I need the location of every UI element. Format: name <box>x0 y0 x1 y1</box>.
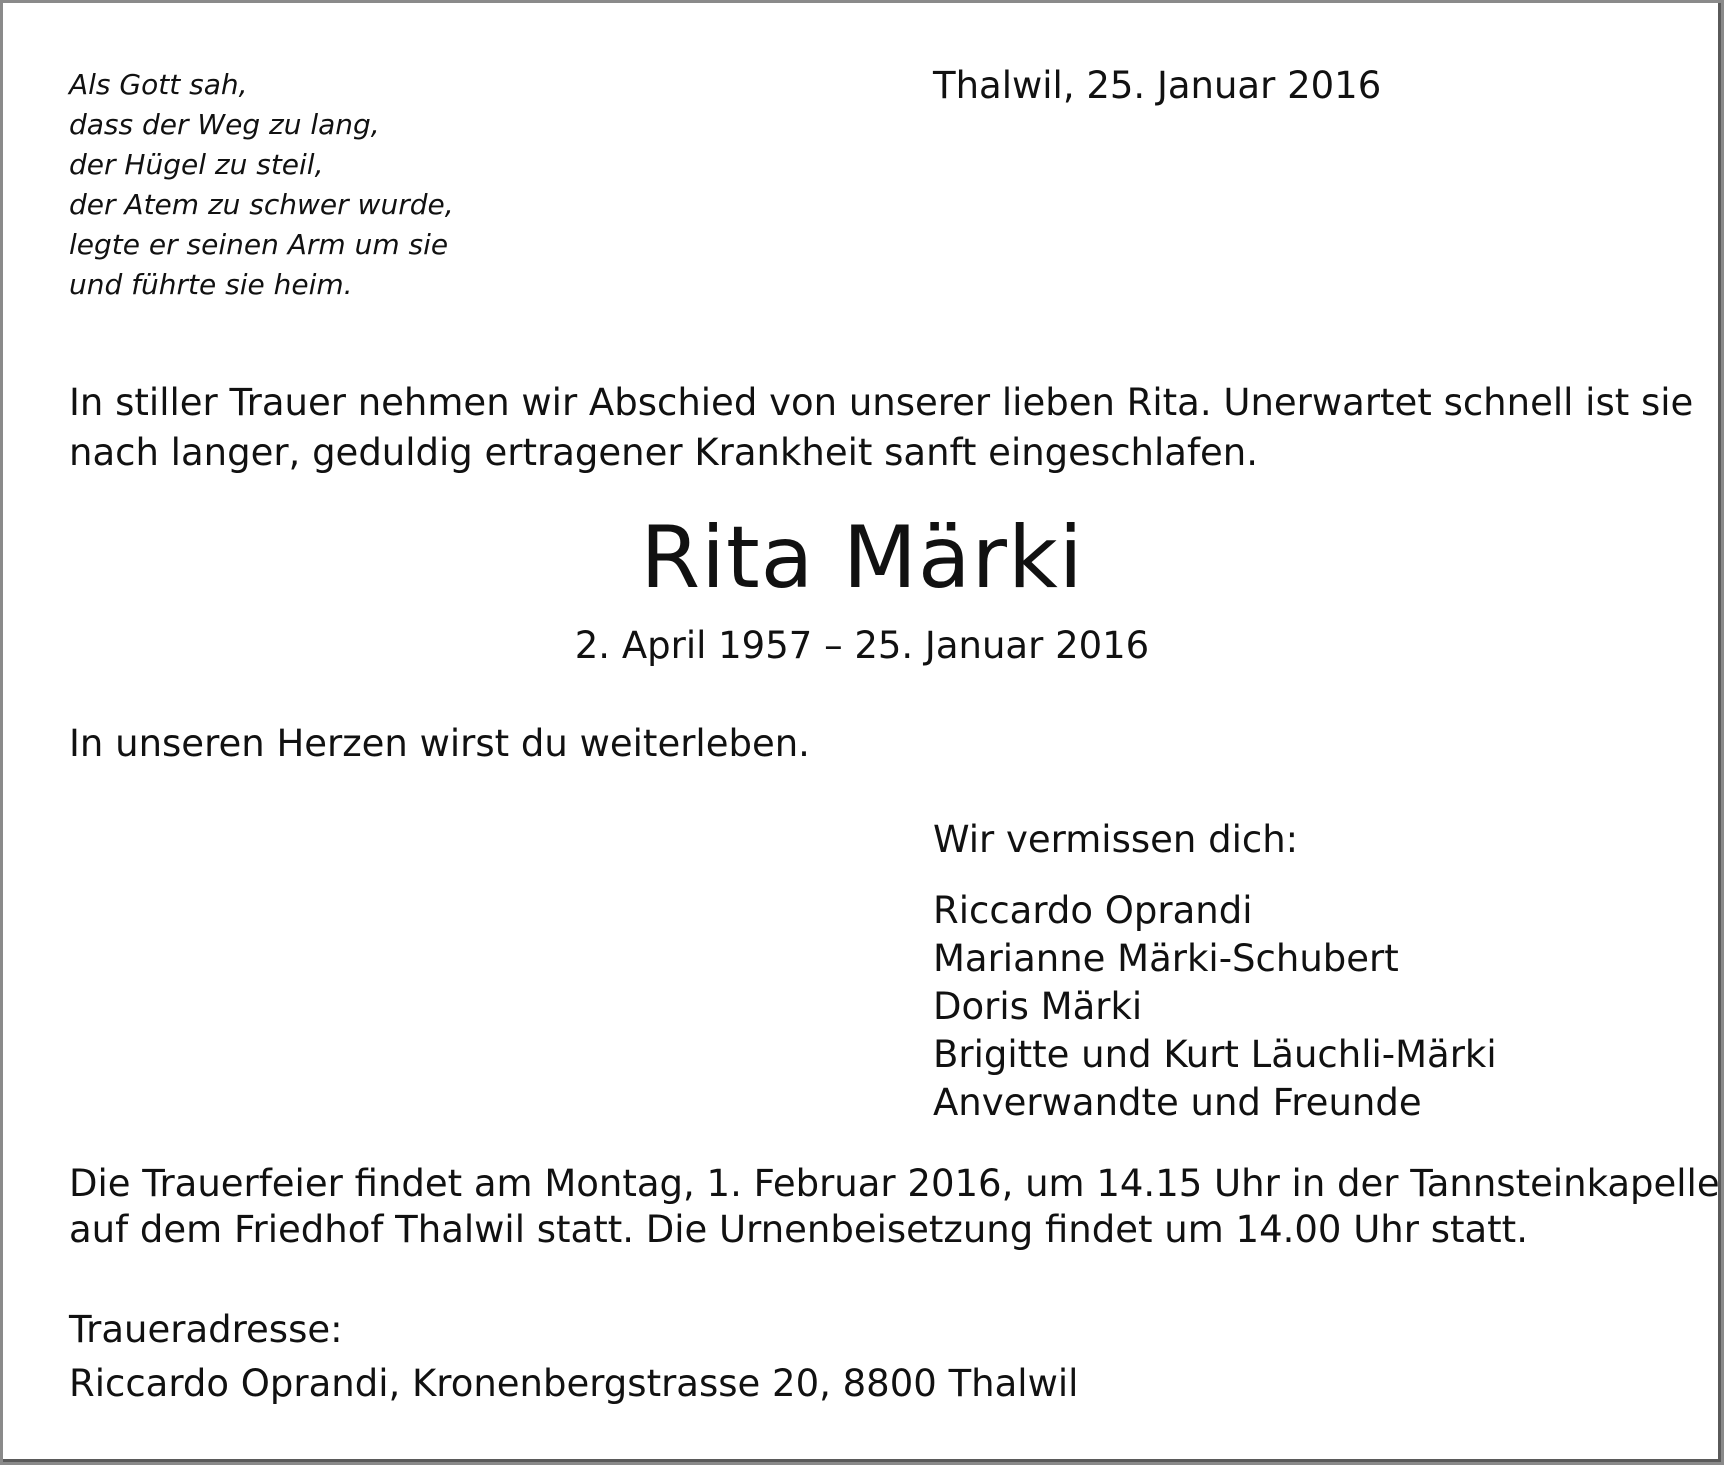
poem-line: legte er seinen Arm um sie <box>69 228 449 261</box>
life-dates: 2. April 1957 – 25. Januar 2016 <box>574 624 1150 667</box>
service-line: Die Trauerfeier findet am Montag, 1. Februar 2016, um 14.15 Uhr in der Tannsteinkapelle <box>69 1162 1720 1205</box>
poem-line: der Atem zu schwer wurde, <box>69 188 454 221</box>
mourner-name: Marianne Märki-Schubert <box>933 937 1399 980</box>
place-date: Thalwil, 25. Januar 2016 <box>933 64 1382 107</box>
service-line: auf dem Friedhof Thalwil statt. Die Urnenbeisetzung findet um 14.00 Uhr statt. <box>69 1208 1528 1251</box>
mourner-name: Anverwandte und Freunde <box>933 1081 1422 1124</box>
obituary-notice <box>3 3 1721 1462</box>
mourners-list <box>933 887 1497 1127</box>
deceased-name: Rita Märki <box>640 508 1084 608</box>
mourner-name: Riccardo Oprandi <box>933 889 1253 932</box>
mourner-name: Brigitte und Kurt Läuchli-Märki <box>933 1033 1497 1076</box>
poem-line: Als Gott sah, <box>69 68 248 101</box>
service-info <box>69 1161 1720 1253</box>
mourners-heading: Wir vermissen dich: <box>933 818 1299 861</box>
mourning-address <box>69 1303 1078 1411</box>
poem-line: der Hügel zu steil, <box>69 148 324 181</box>
poem <box>69 65 454 305</box>
mourners-block <box>933 815 1497 1127</box>
poem-line: dass der Weg zu lang, <box>69 108 380 141</box>
intro-line: nach langer, geduldig ertragener Krankheit sanft eingeschlafen. <box>69 431 1258 474</box>
poem-line: und führte sie heim. <box>69 268 353 301</box>
intro-text <box>69 378 1694 478</box>
mourner-name: Doris Märki <box>933 985 1143 1028</box>
address-label: Traueradresse: <box>69 1308 343 1351</box>
closing-line: In unseren Herzen wirst du weiterleben. <box>69 722 810 765</box>
address-value: Riccardo Oprandi, Kronenbergstrasse 20, 8800 Thalwil <box>69 1362 1079 1405</box>
intro-line: In stiller Trauer nehmen wir Abschied von unserer lieben Rita. Unerwartet schnell ist sie <box>69 381 1694 424</box>
